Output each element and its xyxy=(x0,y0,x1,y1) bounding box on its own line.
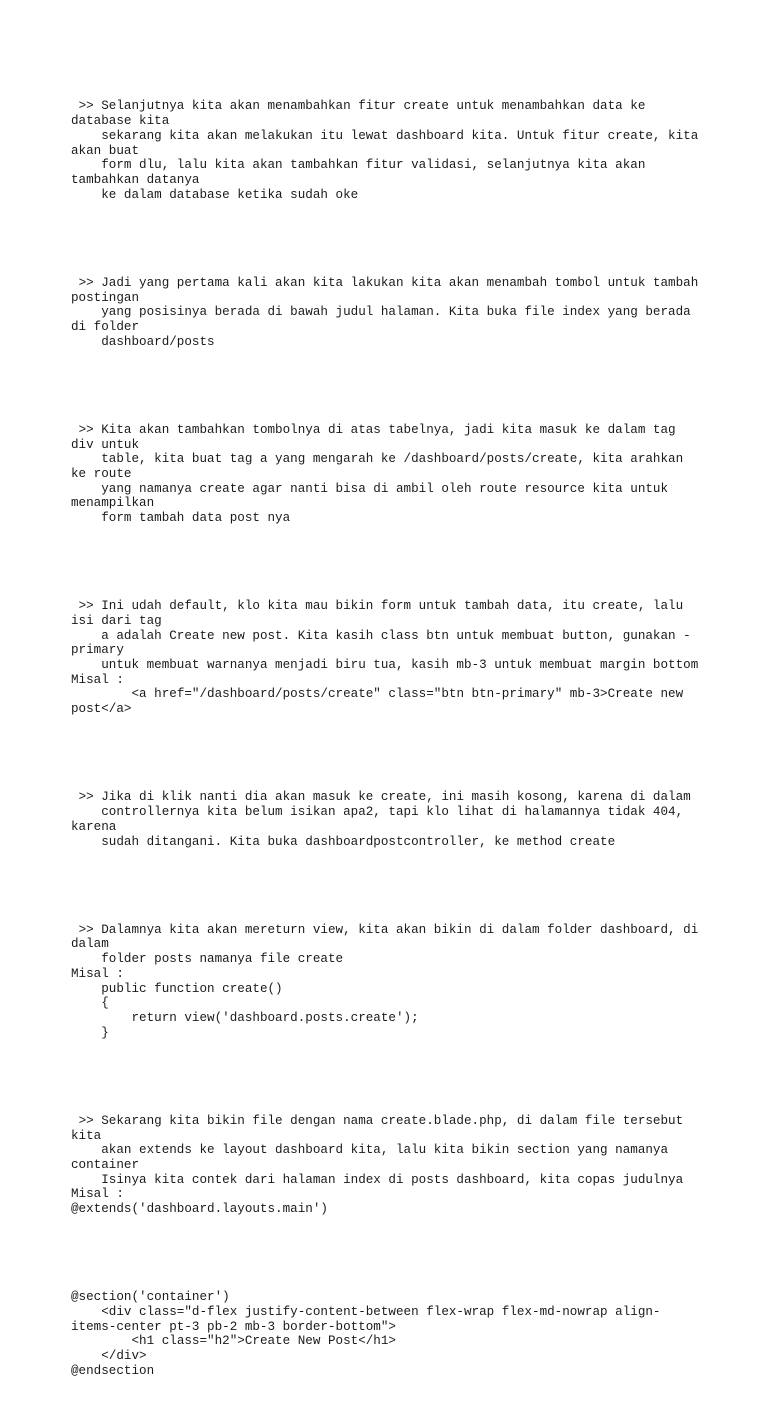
paragraph-gap xyxy=(71,879,711,894)
paragraph-gap xyxy=(71,555,711,570)
paragraph-gap xyxy=(71,232,711,247)
paragraph-gap xyxy=(71,746,711,761)
document-body xyxy=(71,70,711,1408)
paragraph-tombol-tambah: >> Jadi yang pertama kali akan kita lakukan kita akan menambah tombol untuk tambah postingan yang posisinya berada di bawah judul halaman. Kita buka file index yang berada di folder dashboard/posts xyxy=(71,275,699,349)
paragraph-create-new-post: >> Ini udah default, klo kita mau bikin form untuk tambah data, itu create, lalu isi dari tag a adalah Create new post. Kita kasih class btn untuk membuat button, gunakan - primary untuk membuat warnanya menjadi biru tua, kasih mb-3 untuk membuat margin bottom Misal : <a href="/dashboard/posts/create" class="btn btn-primary" mb-3>Create new post</a> xyxy=(71,599,699,717)
paragraph-fitur-create: >> Selanjutnya kita akan menambahkan fitur create untuk menambahkan data ke database kita sekarang kita akan melakukan itu lewat dashboard kita. Untuk fitur create, kita akan buat form dlu, lalu kita akan tambahkan fitur validasi, selanjutnya kita akan tambahkan datanya ke dalam database ketika sudah oke xyxy=(71,99,699,202)
paragraph-gap xyxy=(71,1070,711,1085)
paragraph-blade-file: >> Sekarang kita bikin file dengan nama create.blade.php, di dalam file tersebut kita akan extends ke layout dashboard kita, lalu kita bikin section yang namanya container Isinya kita contek dari halaman index di posts dashboard, kita copas judulnya Misal : @extends('dashboard.layouts.main') xyxy=(71,1113,684,1217)
code-section-container: @section('container') <div class="d-flex justify-content-between flex-wrap flex-md-nowrap align- items-center pt-3 pb-2 mb-3 border-bottom"> <h1 class="h2">Create New Post</h1> </div> @endsection xyxy=(71,1290,661,1378)
paragraph-controller: >> Jika di klik nanti dia akan masuk ke create, ini masih kosong, karena di dalam controllernya kita belum isikan apa2, tapi klo lihat di halamannya tidak 404, karena sudah ditangani. Kita buka dashboardpostcontroller, ke method create xyxy=(71,790,691,849)
paragraph-gap xyxy=(71,379,711,394)
paragraph-gap xyxy=(71,1246,711,1261)
paragraph-return-view: >> Dalamnya kita akan mereturn view, kita akan bikin di dalam folder dashboard, di dalam folder posts namanya file create Misal : public function create() { return view('dashboard.posts.create'); } xyxy=(71,922,699,1040)
paragraph-tag-a: >> Kita akan tambahkan tombolnya di atas tabelnya, jadi kita masuk ke dalam tag div untuk table, kita buat tag a yang mengarah ke /dashboard/posts/create, kita arahkan ke route yang namanya create agar nanti bisa di ambil oleh route resource kita untuk menampilkan form tambah data post nya xyxy=(71,422,684,526)
